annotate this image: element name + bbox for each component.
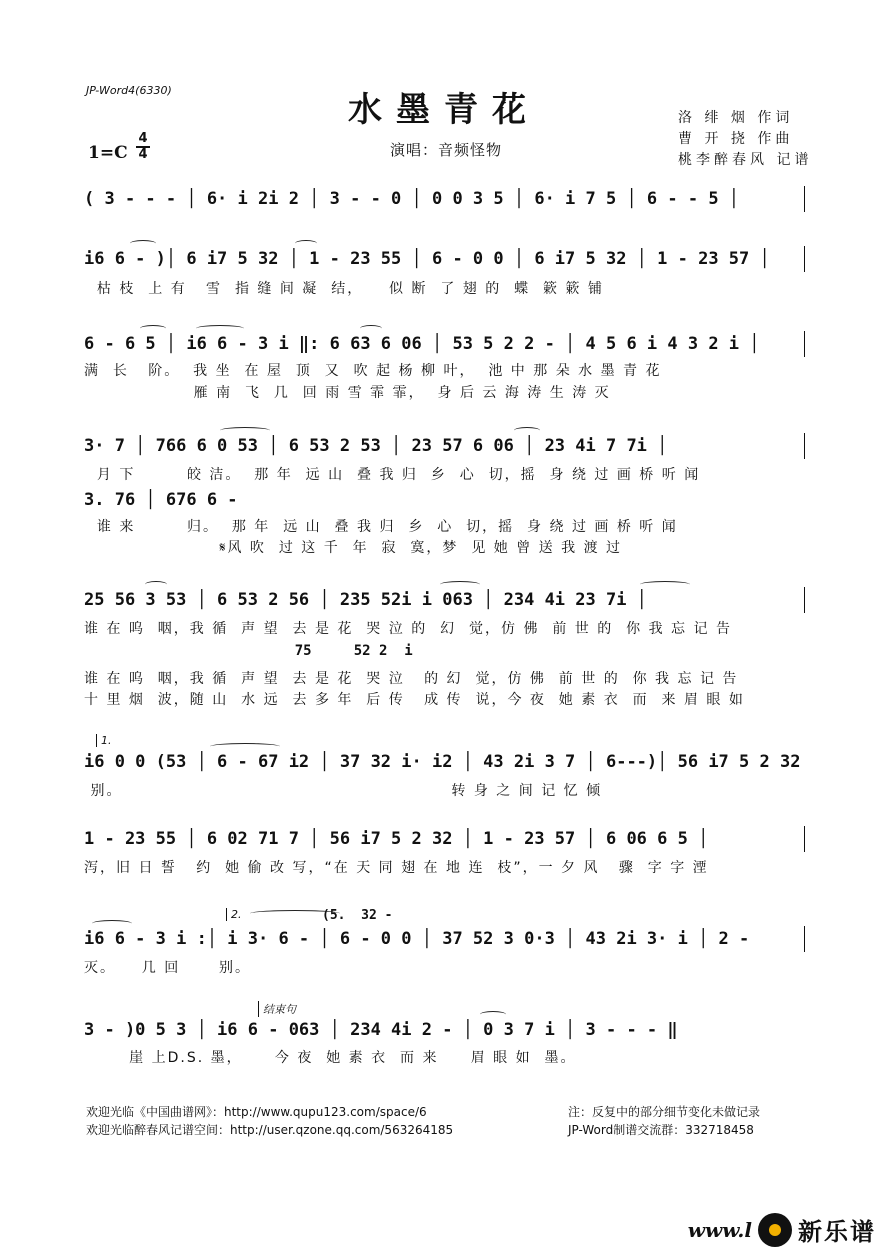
- footer-links: [86, 1103, 453, 1139]
- lyric-row-9: 崖 上D.S. 墨， 今 夜 她 素 衣 而 来 眉 眼 如 墨。: [84, 1050, 577, 1066]
- notation-row-4-alt: 3. 76 │ 676 6 -: [84, 490, 238, 510]
- notation-row-2: i6 6 - )│ 6 i7 5 32 │ 1 - 23 55 │ 6 - 0 0 │ 6 i7 5 32 │ 1 - 23 57 │: [84, 249, 770, 269]
- footer-notes: [568, 1103, 760, 1139]
- notation-row-3: 6 - 6 5 │ i6 6 - 3 i ‖: 6 63 6 06 │ 53 5 2 2 - │ 4 5 6 i 4 3 2 i │: [84, 334, 760, 354]
- notation-row-5-alt: 75 52 2 i: [84, 643, 413, 659]
- row-8-upper-notes: (5. 32 -: [322, 908, 393, 923]
- time-signature: [136, 133, 150, 161]
- lyric-row-4-alt-a: 谁 来 归。 那 年 远 山 叠 我 归 乡 心 切，摇 身 绕 过 画 桥 听 闻: [84, 519, 678, 535]
- lyric-row-3a: 满 长 阶。 我 坐 在 屋 顶 又 吹 起 杨 柳 叶， 池 中 那 朵 水 墨 青 花: [84, 363, 662, 379]
- footer-group: JP-Word制谱交流群：332718458: [568, 1123, 754, 1137]
- brand-name: 新乐谱: [798, 1218, 876, 1246]
- footer-link-qupu[interactable]: 欢迎光临《中国曲谱网》：http://www.qupu123.com/space/6: [86, 1105, 427, 1119]
- footer-link-qzone[interactable]: 欢迎光临醉春风记谱空间：http://user.qzone.qq.com/563264185: [86, 1123, 454, 1137]
- lyric-row-4: 月 下 皎 洁。 那 年 远 山 叠 我 归 乡 心 切，摇 身 绕 过 画 桥 听 闻: [84, 467, 701, 483]
- time-signature-top: 4: [138, 131, 148, 146]
- notation-row-1: ( 3 - - - │ 6· i 2i 2 │ 3 - - 0 │ 0 0 3 5 │ 6· i 7 5 │ 6 - - 5 │: [84, 189, 740, 209]
- lyric-row-5-alt-b: 十 里 烟 波，随 山 水 远 去 多 年 后 传 成 传 说，今 夜 她 素 衣 而 来 眉 眼 如: [84, 692, 745, 708]
- lyric-row-7: 泻，旧 日 誓 约 她 偷 改 写，“在 天 同 翅 在 地 连 枝”，一 夕 风 骤 字 字 湮: [84, 860, 709, 876]
- lyric-row-6: 别。 转 身 之 间 记 忆 倾: [84, 783, 603, 799]
- record-disc-icon: [758, 1213, 792, 1247]
- notation-row-4: 3· 7 │ 766 6 0 53 │ 6 53 2 53 │ 23 57 6 06 │ 23 4i 7 7i │: [84, 436, 668, 456]
- volta-1: 1.: [96, 734, 112, 747]
- ending-label: 结束句: [258, 1001, 296, 1017]
- lyric-row-2: 枯 枝 上 有 雪 指 缝 间 凝 结， 似 断 了 翅 的 蝶 簌 簌 铺: [84, 281, 604, 297]
- lyric-row-5-alt-a: 谁 在 呜 咽，我 循 声 望 去 是 花 哭 泣 的 幻 觉，仿 佛 前 世 的 你 我 忘 记 告: [84, 671, 739, 687]
- notation-row-5: 25 56 3 53 │ 6 53 2 56 │ 235 52i i 063 │ 234 4i 23 7i │: [84, 590, 647, 610]
- lyric-row-5: 谁 在 呜 咽，我 循 声 望 去 是 花 哭 泣 的 幻 觉，仿 佛 前 世 的 你 我 忘 记 告: [84, 621, 732, 637]
- brand-logo: [688, 1212, 876, 1247]
- credits-block: [678, 108, 812, 171]
- composer-credit: 曹 开 挠 作曲: [678, 131, 794, 147]
- volta-2: 2.: [226, 908, 242, 921]
- notation-row-8: i6 6 - 3 i :│ i 3· 6 - │ 6 - 0 0 │ 37 52 3 0·3 │ 43 2i 3· i │ 2 -: [84, 929, 750, 949]
- notation-row-9: 3 - )0 5 3 │ i6 6 - 063 │ 234 4i 2 - │ 0 3 7 i │ 3 - - - ‖: [84, 1020, 678, 1040]
- transcriber-credit: 桃李醉春风 记谱: [678, 152, 813, 168]
- notation-row-6: i6 0 0 (53 │ 6 - 67 i2 │ 37 32 i· i2 │ 43 2i 3 7 │ 6---)│ 56 i7 5 2 32: [84, 752, 801, 772]
- singer-credit: 演唱：音频怪物: [390, 141, 503, 159]
- brand-url: www.l: [687, 1217, 752, 1242]
- footer-note: 注：反复中的部分细节变化未做记录: [568, 1105, 761, 1119]
- key-signature: 1=C: [88, 143, 128, 163]
- song-title: 水墨青花: [348, 90, 540, 130]
- lyric-row-8: 灭。 几 回 别。: [84, 960, 251, 976]
- lyric-row-4-alt-b: 𝄋风 吹 过 这 千 年 寂 寞，梦 见 她 曾 送 我 渡 过: [84, 540, 623, 556]
- lyric-row-3b: 雁 南 飞 几 回 雨 雪 霏 霏， 身 后 云 海 涛 生 涛 灭: [84, 385, 611, 401]
- lyricist-credit: 洛 绯 烟 作词: [678, 110, 794, 126]
- software-label: JP-Word4(6330): [86, 84, 172, 97]
- time-signature-bottom: 4: [138, 147, 148, 162]
- notation-row-7: 1 - 23 55 │ 6 02 71 7 │ 56 i7 5 2 32 │ 1 - 23 57 │ 6 06 6 5 │: [84, 829, 709, 849]
